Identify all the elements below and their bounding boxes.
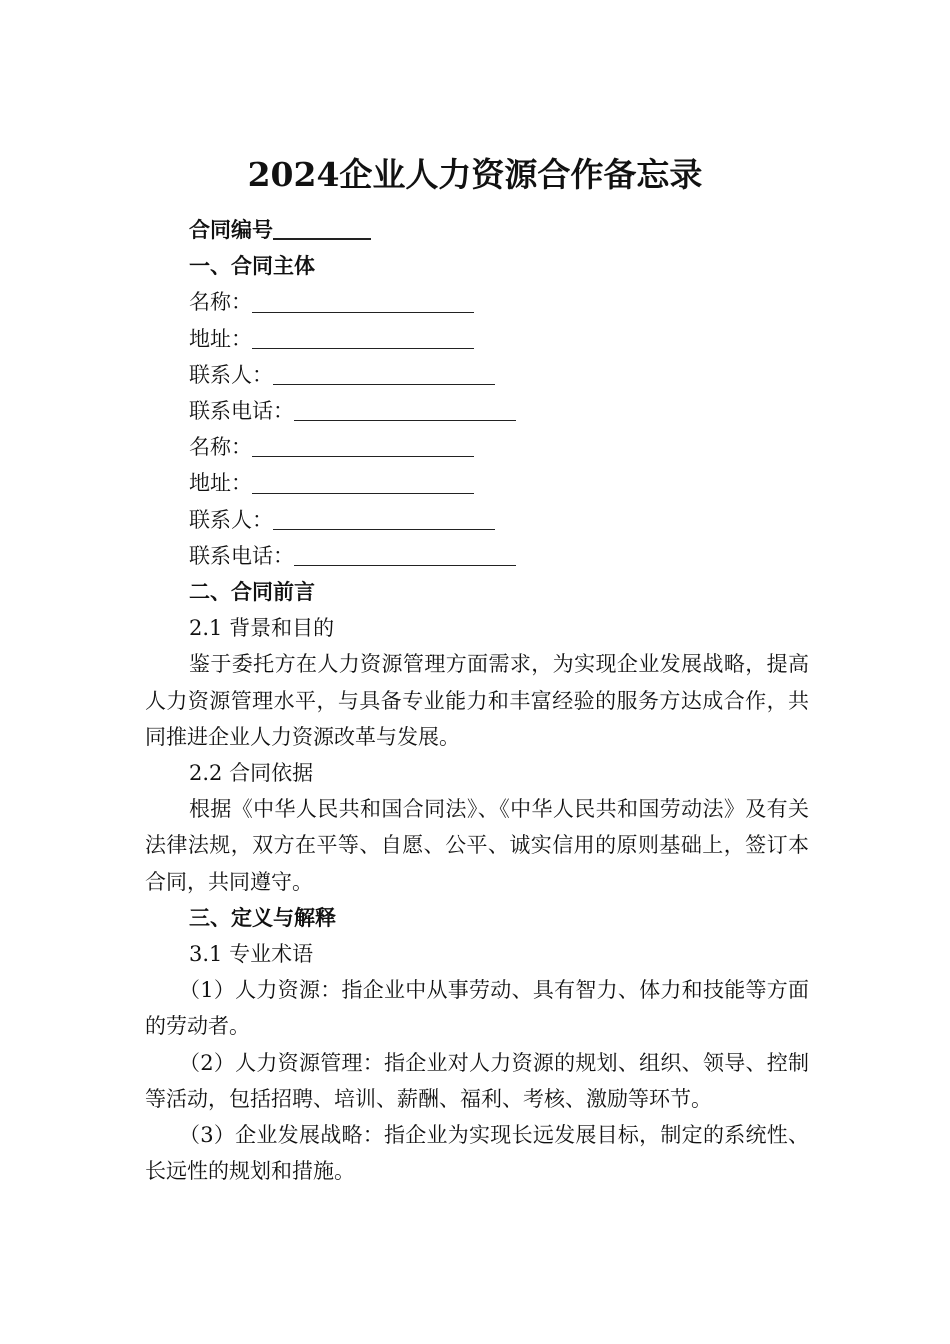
party2-phone-line — [145, 538, 809, 574]
contract-number-line — [145, 212, 809, 248]
party2-name-blank — [252, 435, 474, 457]
party2-address-line — [145, 465, 809, 501]
party2-name-line — [145, 429, 809, 465]
document-body — [145, 212, 809, 1189]
party1-contact-line — [145, 357, 809, 393]
party1-name-label: 名称： — [189, 290, 252, 315]
paragraph-legal-basis: 根据《中华人民共和国合同法》、《中华人民共和国劳动法》及有关法律法规，双方在平等、自愿、公平、诚实信用的原则基础上，签订本合同，共同遵守。 — [145, 797, 809, 894]
term-definition-2: （2）人力资源管理：指企业对人力资源的规划、组织、领导、控制等活动，包括招聘、培训、薪酬、福利、考核、激励等环节。 — [145, 1050, 809, 1111]
party2-address-blank — [252, 472, 474, 494]
section-heading-preamble: 二、合同前言 — [189, 579, 315, 605]
party2-contact-blank — [273, 508, 495, 530]
party2-contact-line — [145, 502, 809, 538]
party1-name-blank — [252, 291, 474, 313]
paragraph-background: 鉴于委托方在人力资源管理方面需求，为实现企业发展战略，提高人力资源管理水平，与具备专业能力和丰富经验的服务方达成合作，共同推进企业人力资源改革与发展。 — [145, 652, 809, 749]
subsection-title-2-1: 2.1 背景和目的 — [189, 616, 335, 641]
party1-address-label: 地址： — [189, 326, 252, 351]
contract-number-blank — [273, 217, 371, 240]
party1-name-line — [145, 284, 809, 320]
party1-address-blank — [252, 327, 474, 349]
contract-number-label: 合同编号 — [189, 217, 273, 242]
term-definition-1: （1）人力资源：指企业中从事劳动、具有智力、体力和技能等方面的劳动者。 — [145, 978, 809, 1039]
party1-contact-label: 联系人： — [189, 362, 273, 387]
section-heading-definitions: 三、定义与解释 — [189, 904, 336, 930]
party2-phone-blank — [294, 544, 516, 566]
party2-contact-label: 联系人： — [189, 507, 273, 532]
party2-address-label: 地址： — [189, 471, 252, 496]
party1-address-line — [145, 321, 809, 357]
party1-phone-blank — [294, 399, 516, 421]
subsection-title-3-1: 3.1 专业术语 — [189, 942, 314, 967]
party1-contact-blank — [273, 363, 495, 385]
subsection-title-2-2: 2.2 合同依据 — [189, 761, 314, 786]
document-title: 2024企业人力资源合作备忘录 — [247, 155, 703, 194]
party2-name-label: 名称： — [189, 435, 252, 460]
term-definition-3: （3）企业发展战略：指企业为实现长远发展目标，制定的系统性、长远性的规划和措施。 — [145, 1123, 809, 1184]
party1-phone-label: 联系电话： — [189, 399, 294, 424]
party2-phone-label: 联系电话： — [189, 543, 294, 568]
section-heading-parties: 一、合同主体 — [189, 253, 315, 279]
party1-phone-line — [145, 393, 809, 429]
